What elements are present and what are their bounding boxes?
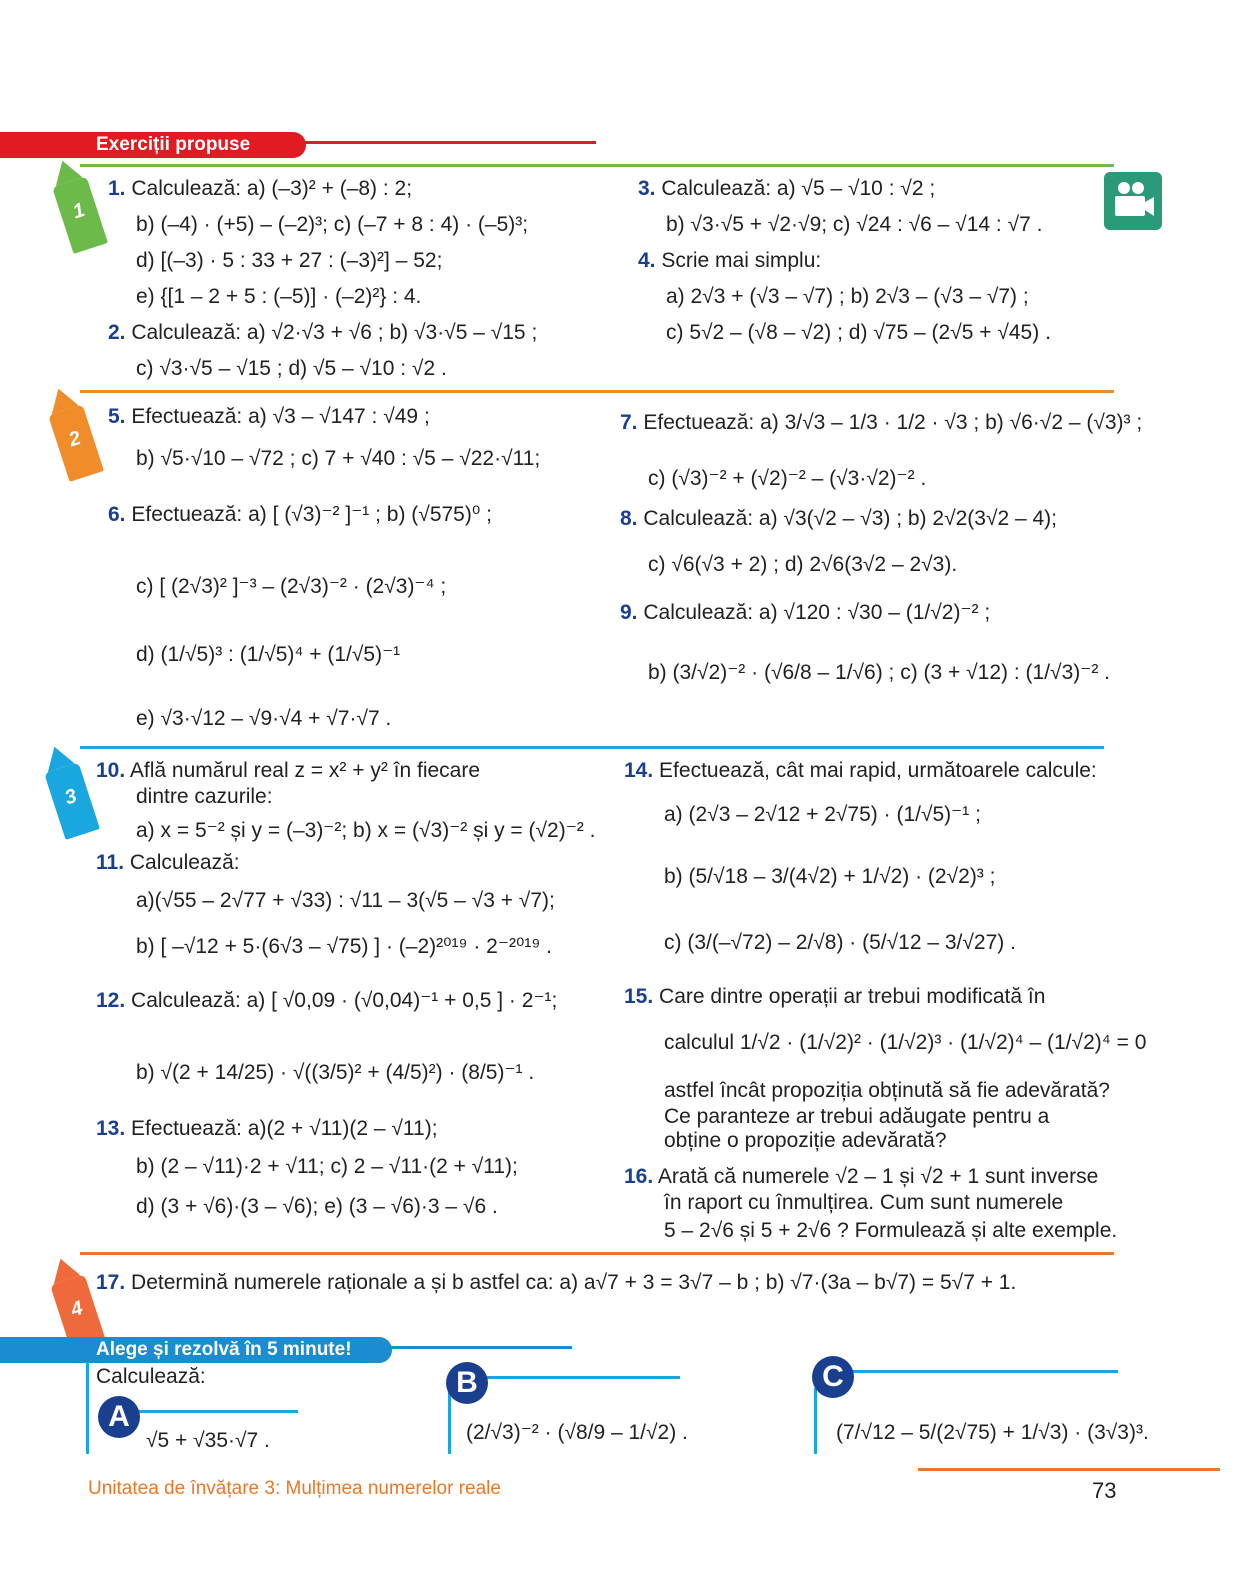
exercise-6 (108, 502, 492, 528)
exercise-text: b) (5/√18 – 3/(4√2) + 1/√2) · (2√2)³ ; (664, 865, 996, 888)
quiz-c-expression: (7/√12 – 5/(2√75) + 1/√3) · (3√3)³. (836, 1421, 1149, 1444)
exercise-15-line (664, 1128, 947, 1154)
exercise-text: Efectuează: a) [ (√3)⁻² ]⁻¹ ; b) (√575)⁰ ; (131, 503, 492, 526)
exercise-number: 8. (620, 507, 638, 530)
exercise-number: 14. (624, 759, 654, 782)
quiz-a-letter: A (108, 1400, 130, 1433)
exercise-5-line (136, 446, 540, 472)
exercise-text: d) (1/√5)³ : (1/√5)⁴ + (1/√5)⁻¹ (136, 643, 401, 666)
exercise-1 (108, 176, 412, 202)
level-4-rule (80, 1252, 1114, 1255)
video-icon[interactable] (1104, 172, 1162, 230)
exercise-10 (96, 758, 480, 784)
exercise-text: c) (3/(–√72) – 2/√8) · (5/√12 – 3/√27) . (664, 931, 1016, 954)
exercise-13 (96, 1116, 438, 1142)
quiz-c-top-rule (840, 1370, 1118, 1373)
exercise-text: Află numărul real z = x² + y² în fiecare (129, 759, 481, 782)
exercise-8 (620, 506, 1057, 532)
exercise-text: Calculează: a) [ √0,09 · (√0,04)⁻¹ + 0,5 ] · 2⁻¹; (131, 989, 558, 1012)
exercise-text: calculul 1/√2 · (1/√2)² · (1/√2)³ · (1/√2)⁴ – (1/√2)⁴ = 0 (664, 1031, 1147, 1054)
level-2-rule (80, 390, 1114, 393)
exercise-11-line (136, 888, 555, 914)
exercise-text: b) (2 – √11)·2 + √11; c) 2 – √11·(2 + √11); (136, 1155, 518, 1178)
exercise-text: e) {[1 – 2 + 5 : (–5)] · (–2)²} : 4. (136, 285, 422, 308)
exercise-text: c) √3·√5 – √15 ; d) √5 – √10 : √2 . (136, 357, 447, 380)
section-title: Exerciții propuse (96, 134, 251, 155)
exercise-text: b) [ –√12 + 5·(6√3 – √75) ] · (–2)²⁰¹⁹ · 2⁻²⁰¹⁹ . (136, 935, 553, 958)
exercise-text: c) √6(√3 + 2) ; d) 2√6(3√2 – 2√3). (648, 553, 958, 576)
exercise-number: 15. (624, 985, 654, 1008)
exercise-text: b) (–4) · (+5) – (–2)³; c) (–7 + 8 : 4) · (–5)³; (136, 213, 529, 236)
exercise-text: b) (3/√2)⁻² · (√6/8 – 1/√6) ; c) (3 + √12) : (1/√3)⁻² . (648, 661, 1110, 684)
exercise-11-line (136, 934, 552, 960)
exercise-15-line (664, 1104, 1049, 1130)
exercise-text: c) (√3)⁻² + (√2)⁻² – (√3·√2)⁻² . (648, 467, 927, 490)
exercise-10-line (136, 818, 595, 844)
quiz-banner (0, 1337, 392, 1363)
exercise-text: Determină numerele raționale a și b astfel ca: a) a√7 + 3 = 3√7 – b ; b) √7·(3a – b√7) = 5√7 + 1. (131, 1271, 1017, 1294)
quiz-b-top-rule (470, 1376, 680, 1379)
exercise-number: 16. (624, 1165, 654, 1188)
exercise-text: Efectuează: a) 3/√3 – 1/3 · 1/2 · √3 ; b) √6·√2 – (√3)³ ; (643, 411, 1143, 434)
exercise-text: c) 5√2 – (√8 – √2) ; d) √75 – (2√5 + √45) . (666, 321, 1051, 344)
exercise-text: d) [(–3) · 5 : 33 + 27 : (–3)²] – 52; (136, 249, 443, 272)
quiz-c-letter: C (822, 1360, 844, 1393)
exercise-text: Calculează: a) √5 – √10 : √2 ; (661, 177, 936, 200)
crayon-level-1 (52, 176, 108, 254)
exercise-9 (620, 600, 990, 626)
footer-rule (918, 1468, 1220, 1471)
quiz-b-letter: B (456, 1366, 478, 1399)
exercise-1-line (136, 212, 528, 238)
exercise-text: d) (3 + √6)·(3 – √6); e) (3 – √6)·3 – √6 . (136, 1195, 498, 1218)
page-number: 73 (1092, 1478, 1117, 1503)
quiz-a-badge (98, 1396, 140, 1438)
exercise-11 (96, 850, 240, 876)
exercise-number: 13. (96, 1117, 126, 1140)
exercise-16-line (664, 1218, 1117, 1244)
exercise-7-line (648, 466, 926, 492)
exercise-3-line (666, 212, 1042, 238)
level-2-label: 2 (66, 427, 84, 452)
exercise-text: Care dintre operații ar trebui modificată în (659, 985, 1046, 1008)
exercise-number: 4. (638, 249, 656, 272)
exercise-1-line (136, 248, 442, 274)
exercise-2-line (136, 356, 447, 382)
exercise-1-line (136, 284, 421, 310)
section-banner (0, 132, 306, 158)
exercise-text: Calculează: a) √3(√2 – √3) ; b) 2√2(3√2 – 4); (643, 507, 1058, 530)
quiz-intro: Calculează: (96, 1365, 206, 1388)
exercise-number: 7. (620, 411, 638, 434)
exercise-8-line (648, 552, 957, 578)
exercise-text: Efectuează: a)(2 + √11)(2 – √11); (131, 1117, 438, 1140)
quiz-b-expression: (2/√3)⁻² · (√8/9 – 1/√2) . (466, 1421, 688, 1444)
exercise-4-line (666, 284, 1029, 310)
exercise-13-line (136, 1194, 498, 1220)
exercise-text: 5 – 2√6 și 5 + 2√6 ? Formulează și alte exemple. (664, 1219, 1118, 1242)
exercise-text: Calculează: a) (–3)² + (–8) : 2; (131, 177, 413, 200)
exercise-14 (624, 758, 1097, 784)
exercise-text: e) √3·√12 – √9·√4 + √7·√7 . (136, 707, 392, 730)
exercise-14-line (664, 930, 1016, 956)
exercise-text: a) x = 5⁻² și y = (–3)⁻²; b) x = (√3)⁻² și y = (√2)⁻² . (136, 819, 596, 842)
exercise-text: b) √(2 + 14/25) · √((3/5)² + (4/5)²) · (8/5)⁻¹ . (136, 1061, 535, 1084)
exercise-16-line (664, 1190, 1063, 1216)
quiz-c-rule (814, 1388, 817, 1454)
exercise-text: Arată că numerele √2 – 1 și √2 + 1 sunt inverse (657, 1165, 1099, 1188)
quiz-c-badge (812, 1356, 854, 1398)
exercise-text: Scrie mai simplu: (661, 249, 822, 272)
exercise-15-line (664, 1078, 1110, 1104)
exercise-number: 5. (108, 405, 126, 428)
exercise-text: c) [ (2√3)² ]⁻³ – (2√3)⁻² · (2√3)⁻⁴ ; (136, 575, 447, 598)
exercise-text: b) √3·√5 + √2·√9; c) √24 : √6 – √14 : √7 . (666, 213, 1043, 236)
exercise-number: 12. (96, 989, 126, 1012)
exercise-12 (96, 988, 557, 1014)
exercise-15 (624, 984, 1045, 1010)
exercise-number: 9. (620, 601, 638, 624)
exercise-10-line (136, 784, 273, 810)
exercise-text: Calculează: (129, 851, 240, 874)
exercise-2 (108, 320, 537, 346)
quiz-banner-title: Alege și rezolvă în 5 minute! (96, 1339, 352, 1360)
exercise-4 (638, 248, 821, 274)
quiz-banner-rule (388, 1346, 572, 1349)
exercise-text: astfel încât propoziția obținută să fie adevărată? (664, 1079, 1110, 1102)
exercise-14-line (664, 864, 995, 890)
exercise-text: dintre cazurile: (136, 785, 273, 808)
exercise-number: 3. (638, 177, 656, 200)
exercise-6-line (136, 574, 446, 600)
exercise-17 (96, 1270, 1016, 1296)
exercise-number: 17. (96, 1271, 126, 1294)
footer-unit: Unitatea de învățare 3: Mulțimea numerelor reale (88, 1478, 501, 1499)
exercise-text: obține o propoziție adevărată? (664, 1129, 947, 1152)
exercise-number: 6. (108, 503, 126, 526)
crayon-level-3 (44, 762, 100, 840)
exercise-text: Calculează: a) √120 : √30 – (1/√2)⁻² ; (643, 601, 991, 624)
level-4-label: 4 (68, 1297, 86, 1322)
crayon-level-2 (48, 404, 104, 482)
quiz-a-rule (86, 1362, 89, 1454)
exercise-number: 1. (108, 177, 126, 200)
quiz-a-expression: √5 + √35·√7 . (146, 1429, 270, 1452)
exercise-14-line (664, 802, 981, 828)
exercise-16 (624, 1164, 1098, 1190)
quiz-b-badge (446, 1362, 488, 1404)
exercise-15-line (664, 1030, 1146, 1056)
exercise-12-line (136, 1060, 534, 1086)
exercise-9-line (648, 660, 1110, 686)
exercise-text: Ce paranteze ar trebui adăugate pentru a (664, 1105, 1050, 1128)
level-3-label: 3 (62, 785, 80, 810)
exercise-text: în raport cu înmulțirea. Cum sunt numerele (664, 1191, 1064, 1214)
exercise-text: a)(√55 – 2√77 + √33) : √11 – 3(√5 – √3 + √7); (136, 889, 555, 912)
exercise-5 (108, 404, 430, 430)
level-1-rule (80, 164, 1114, 167)
quiz-b-rule (448, 1388, 451, 1454)
exercise-13-line (136, 1154, 518, 1180)
exercise-text: Efectuează: a) √3 – √147 : √49 ; (131, 405, 430, 428)
exercise-text: a) 2√3 + (√3 – √7) ; b) 2√3 – (√3 – √7) ; (666, 285, 1029, 308)
exercise-text: a) (2√3 – 2√12 + 2√75) · (1/√5)⁻¹ ; (664, 803, 981, 826)
exercise-7 (620, 410, 1142, 436)
banner-rule (300, 141, 596, 144)
exercise-6-line (136, 706, 391, 732)
exercise-text: Calculează: a) √2·√3 + √6 ; b) √3·√5 – √15 ; (131, 321, 538, 344)
exercise-text: Efectuează, cât mai rapid, următoarele calcule: (659, 759, 1097, 782)
level-1-label: 1 (70, 199, 88, 224)
exercise-6-line (136, 642, 400, 668)
level-3-rule (80, 746, 1104, 749)
exercise-number: 10. (96, 759, 126, 782)
exercise-3 (638, 176, 935, 202)
exercise-number: 2. (108, 321, 126, 344)
exercise-number: 11. (96, 851, 125, 874)
exercise-4-line (666, 320, 1051, 346)
quiz-a-top-rule (130, 1410, 298, 1413)
exercise-text: b) √5·√10 – √72 ; c) 7 + √40 : √5 – √22·√11; (136, 447, 541, 470)
